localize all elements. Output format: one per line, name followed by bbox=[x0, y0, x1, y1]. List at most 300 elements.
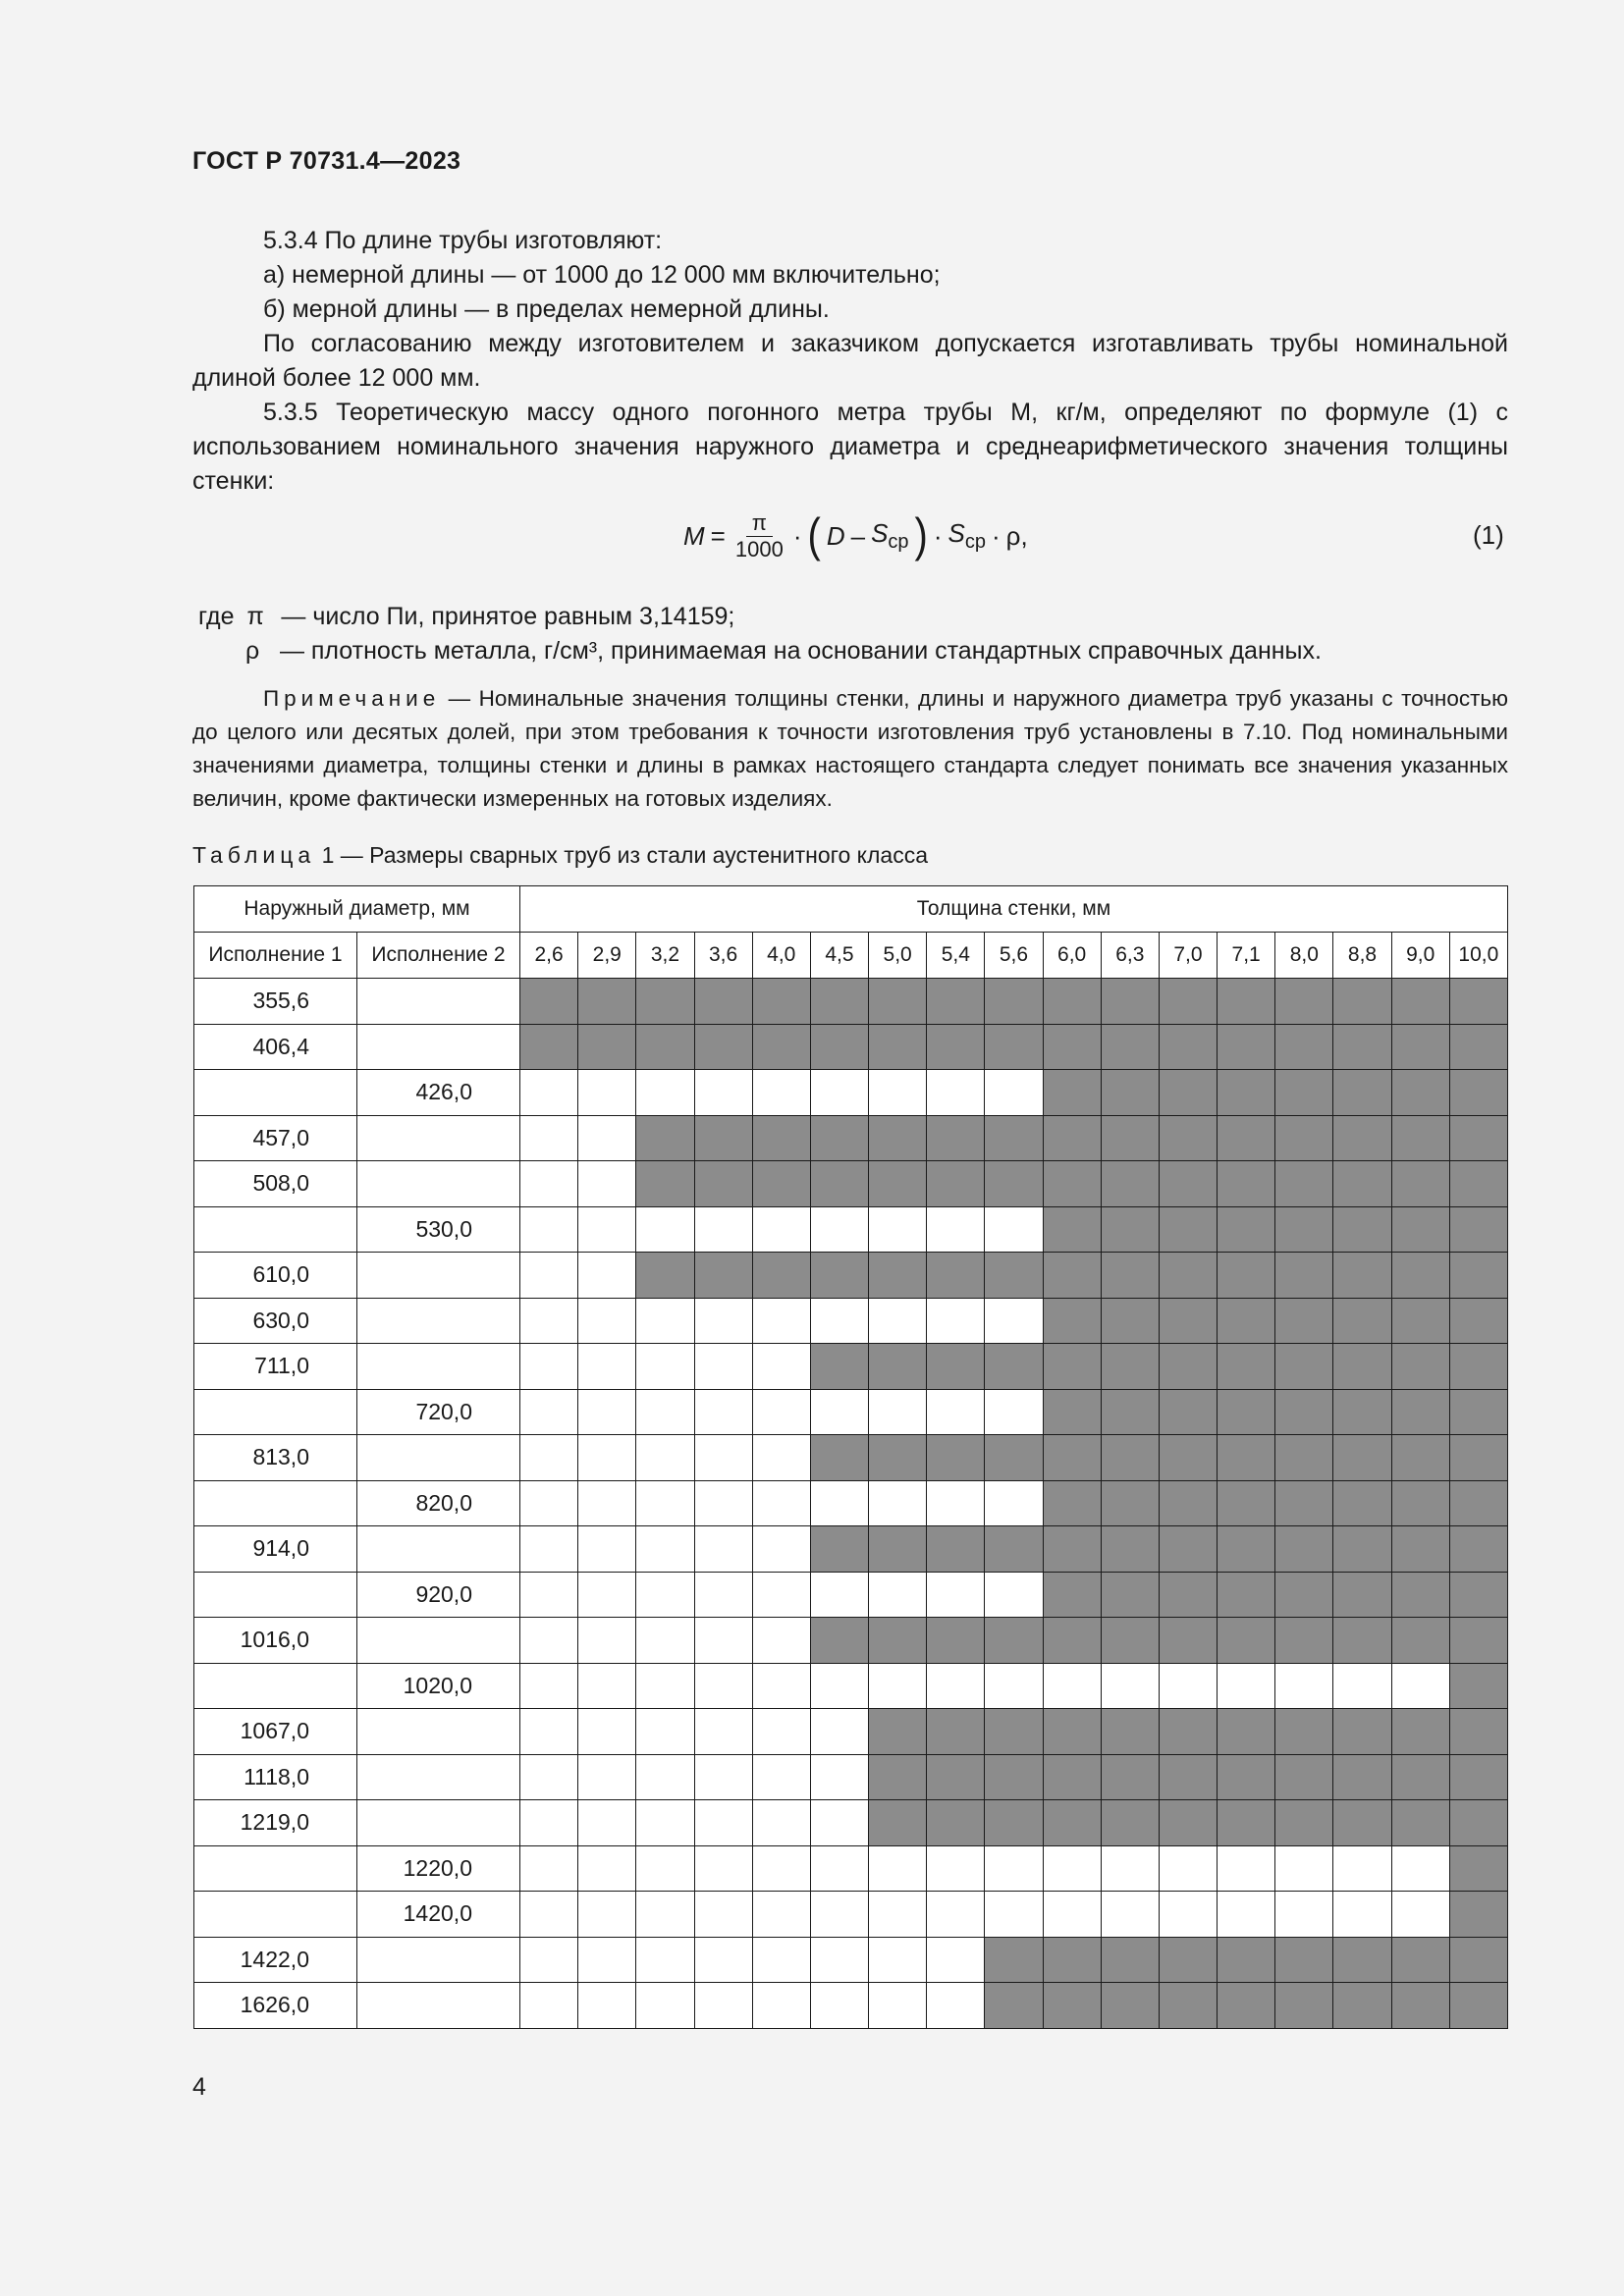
available-size-cell bbox=[869, 1435, 927, 1481]
empty-size-cell bbox=[578, 1618, 636, 1664]
diameter-version-1: 457,0 bbox=[194, 1115, 357, 1161]
available-size-cell bbox=[927, 979, 985, 1025]
document-header: ГОСТ Р 70731.4—2023 bbox=[192, 147, 461, 175]
available-size-cell bbox=[1449, 1253, 1507, 1299]
available-size-cell bbox=[985, 1024, 1043, 1070]
table-caption-text: 1 — Размеры сварных труб из стали аустенитного класса bbox=[315, 842, 928, 868]
formula-dot-2: · bbox=[933, 521, 943, 551]
empty-size-cell bbox=[927, 1572, 985, 1618]
available-size-cell bbox=[1449, 1526, 1507, 1573]
available-size-cell bbox=[520, 979, 578, 1025]
available-size-cell bbox=[1159, 1161, 1217, 1207]
empty-size-cell bbox=[752, 1800, 810, 1846]
empty-size-cell bbox=[636, 1937, 694, 1983]
empty-size-cell bbox=[694, 1892, 752, 1938]
available-size-cell bbox=[694, 1024, 752, 1070]
available-size-cell bbox=[636, 1253, 694, 1299]
empty-size-cell bbox=[578, 1344, 636, 1390]
available-size-cell bbox=[1449, 1983, 1507, 2029]
diameter-version-2: 1220,0 bbox=[357, 1845, 520, 1892]
empty-size-cell bbox=[636, 1526, 694, 1573]
table-header-row-1 bbox=[194, 886, 1508, 933]
available-size-cell bbox=[1101, 1937, 1159, 1983]
available-size-cell bbox=[1043, 1709, 1101, 1755]
empty-size-cell bbox=[810, 1572, 868, 1618]
thickness-header: 7,1 bbox=[1218, 933, 1275, 979]
empty-size-cell bbox=[1391, 1663, 1449, 1709]
empty-size-cell bbox=[752, 1298, 810, 1344]
available-size-cell bbox=[1391, 1435, 1449, 1481]
available-size-cell bbox=[1275, 1115, 1333, 1161]
diameter-version-2 bbox=[357, 1618, 520, 1664]
formula-dot-3: · bbox=[992, 521, 1001, 551]
table-row bbox=[194, 1800, 1508, 1846]
available-size-cell bbox=[1449, 1480, 1507, 1526]
available-size-cell bbox=[927, 1253, 985, 1299]
empty-size-cell bbox=[1333, 1845, 1391, 1892]
thickness-header: 5,0 bbox=[869, 933, 927, 979]
legend-rho-text: — плотность металла, г/см³, принимаемая на основании стандартных справочных данных. bbox=[279, 637, 1322, 665]
available-size-cell bbox=[927, 1024, 985, 1070]
available-size-cell bbox=[1333, 1206, 1391, 1253]
diameter-version-2: 530,0 bbox=[357, 1206, 520, 1253]
available-size-cell bbox=[1101, 1709, 1159, 1755]
available-size-cell bbox=[1391, 1024, 1449, 1070]
empty-size-cell bbox=[520, 1253, 578, 1299]
empty-size-cell bbox=[810, 1800, 868, 1846]
available-size-cell bbox=[985, 1937, 1043, 1983]
diameter-version-2 bbox=[357, 1800, 520, 1846]
available-size-cell bbox=[1449, 1892, 1507, 1938]
empty-size-cell bbox=[1159, 1845, 1217, 1892]
empty-size-cell bbox=[927, 1480, 985, 1526]
available-size-cell bbox=[1449, 1618, 1507, 1664]
available-size-cell bbox=[694, 1253, 752, 1299]
formula-minus: – bbox=[850, 521, 866, 551]
diameter-version-2: 720,0 bbox=[357, 1389, 520, 1435]
available-size-cell bbox=[752, 979, 810, 1025]
empty-size-cell bbox=[520, 1983, 578, 2029]
available-size-cell bbox=[1275, 1618, 1333, 1664]
empty-size-cell bbox=[810, 1892, 868, 1938]
available-size-cell bbox=[1449, 1161, 1507, 1207]
empty-size-cell bbox=[578, 1937, 636, 1983]
empty-size-cell bbox=[520, 1800, 578, 1846]
empty-size-cell bbox=[752, 1663, 810, 1709]
diameter-version-1: 1626,0 bbox=[194, 1983, 357, 2029]
empty-size-cell bbox=[752, 1526, 810, 1573]
empty-size-cell bbox=[810, 1845, 868, 1892]
empty-size-cell bbox=[810, 1206, 868, 1253]
empty-size-cell bbox=[1218, 1892, 1275, 1938]
diameter-version-1 bbox=[194, 1480, 357, 1526]
available-size-cell bbox=[1333, 1800, 1391, 1846]
table-row bbox=[194, 1983, 1508, 2029]
empty-size-cell bbox=[636, 1389, 694, 1435]
empty-size-cell bbox=[1043, 1845, 1101, 1892]
available-size-cell bbox=[1159, 1754, 1217, 1800]
available-size-cell bbox=[869, 1754, 927, 1800]
empty-size-cell bbox=[752, 1845, 810, 1892]
available-size-cell bbox=[1449, 1754, 1507, 1800]
available-size-cell bbox=[985, 1526, 1043, 1573]
available-size-cell bbox=[1159, 1024, 1217, 1070]
available-size-cell bbox=[1449, 979, 1507, 1025]
formula-rho: ρ, bbox=[1005, 521, 1028, 551]
empty-size-cell bbox=[520, 1070, 578, 1116]
available-size-cell bbox=[1218, 1115, 1275, 1161]
available-size-cell bbox=[1101, 979, 1159, 1025]
thickness-header: 4,0 bbox=[752, 933, 810, 979]
available-size-cell bbox=[1101, 1206, 1159, 1253]
empty-size-cell bbox=[636, 1663, 694, 1709]
formula-numerator: π bbox=[746, 510, 773, 537]
available-size-cell bbox=[1043, 1024, 1101, 1070]
diameter-version-1: 813,0 bbox=[194, 1435, 357, 1481]
available-size-cell bbox=[1218, 1298, 1275, 1344]
available-size-cell bbox=[927, 1526, 985, 1573]
table-row bbox=[194, 1435, 1508, 1481]
diameter-version-2 bbox=[357, 1344, 520, 1390]
mass-formula bbox=[683, 510, 1028, 562]
empty-size-cell bbox=[1218, 1845, 1275, 1892]
available-size-cell bbox=[1333, 1389, 1391, 1435]
available-size-cell bbox=[1275, 979, 1333, 1025]
available-size-cell bbox=[1449, 1845, 1507, 1892]
available-size-cell bbox=[1043, 1298, 1101, 1344]
empty-size-cell bbox=[694, 1845, 752, 1892]
empty-size-cell bbox=[752, 1070, 810, 1116]
available-size-cell bbox=[1333, 1298, 1391, 1344]
note-paragraph bbox=[192, 682, 1508, 816]
diameter-version-2 bbox=[357, 1253, 520, 1299]
empty-size-cell bbox=[694, 1709, 752, 1755]
available-size-cell bbox=[1275, 1024, 1333, 1070]
diameter-version-2 bbox=[357, 1937, 520, 1983]
empty-size-cell bbox=[578, 1253, 636, 1299]
diameter-version-1: 406,4 bbox=[194, 1024, 357, 1070]
available-size-cell bbox=[1043, 1983, 1101, 2029]
available-size-cell bbox=[1101, 1253, 1159, 1299]
available-size-cell bbox=[869, 1526, 927, 1573]
empty-size-cell bbox=[520, 1115, 578, 1161]
available-size-cell bbox=[869, 1344, 927, 1390]
available-size-cell bbox=[1449, 1709, 1507, 1755]
available-size-cell bbox=[927, 1754, 985, 1800]
available-size-cell bbox=[1391, 1800, 1449, 1846]
diameter-version-2: 426,0 bbox=[357, 1070, 520, 1116]
empty-size-cell bbox=[810, 1983, 868, 2029]
available-size-cell bbox=[1391, 1206, 1449, 1253]
thickness-header: 8,0 bbox=[1275, 933, 1333, 979]
agreement-paragraph: По согласованию между изготовителем и заказчиком допускается изготавливать трубы номинальной длиной более 12 000 мм. bbox=[192, 330, 1508, 392]
diameter-version-2: 1420,0 bbox=[357, 1892, 520, 1938]
available-size-cell bbox=[752, 1024, 810, 1070]
available-size-cell bbox=[927, 1618, 985, 1664]
available-size-cell bbox=[1043, 1480, 1101, 1526]
available-size-cell bbox=[869, 1024, 927, 1070]
empty-size-cell bbox=[694, 1389, 752, 1435]
empty-size-cell bbox=[869, 1572, 927, 1618]
empty-size-cell bbox=[810, 1070, 868, 1116]
empty-size-cell bbox=[752, 1983, 810, 2029]
empty-size-cell bbox=[636, 1298, 694, 1344]
available-size-cell bbox=[1449, 1115, 1507, 1161]
legend-pi bbox=[198, 600, 734, 634]
empty-size-cell bbox=[927, 1937, 985, 1983]
table-row bbox=[194, 1070, 1508, 1116]
available-size-cell bbox=[1043, 1389, 1101, 1435]
available-size-cell bbox=[1333, 1526, 1391, 1573]
diameter-version-1: 355,6 bbox=[194, 979, 357, 1025]
diameter-version-1: 630,0 bbox=[194, 1298, 357, 1344]
available-size-cell bbox=[1275, 1709, 1333, 1755]
table-row bbox=[194, 1344, 1508, 1390]
available-size-cell bbox=[1333, 1435, 1391, 1481]
available-size-cell bbox=[1101, 1480, 1159, 1526]
available-size-cell bbox=[1218, 1709, 1275, 1755]
table-row bbox=[194, 1618, 1508, 1664]
empty-size-cell bbox=[1101, 1892, 1159, 1938]
empty-size-cell bbox=[578, 1161, 636, 1207]
diameter-version-1: 914,0 bbox=[194, 1526, 357, 1573]
available-size-cell bbox=[1101, 1435, 1159, 1481]
thickness-header: 5,4 bbox=[927, 933, 985, 979]
available-size-cell bbox=[1391, 979, 1449, 1025]
table-row bbox=[194, 1709, 1508, 1755]
available-size-cell bbox=[1218, 1754, 1275, 1800]
empty-size-cell bbox=[752, 1618, 810, 1664]
table-row bbox=[194, 1389, 1508, 1435]
available-size-cell bbox=[1218, 1344, 1275, 1390]
table-row bbox=[194, 1115, 1508, 1161]
empty-size-cell bbox=[520, 1435, 578, 1481]
empty-size-cell bbox=[1275, 1845, 1333, 1892]
diameter-version-2 bbox=[357, 1161, 520, 1207]
empty-size-cell bbox=[520, 1845, 578, 1892]
thickness-header: 7,0 bbox=[1159, 933, 1217, 979]
empty-size-cell bbox=[578, 1070, 636, 1116]
available-size-cell bbox=[1275, 1298, 1333, 1344]
available-size-cell bbox=[1391, 1526, 1449, 1573]
formula-denominator: 1000 bbox=[734, 537, 784, 561]
empty-size-cell bbox=[694, 1572, 752, 1618]
empty-size-cell bbox=[694, 1526, 752, 1573]
table-row bbox=[194, 1206, 1508, 1253]
available-size-cell bbox=[752, 1161, 810, 1207]
empty-size-cell bbox=[927, 1892, 985, 1938]
table-row bbox=[194, 1480, 1508, 1526]
available-size-cell bbox=[1159, 979, 1217, 1025]
available-size-cell bbox=[1218, 1572, 1275, 1618]
empty-size-cell bbox=[636, 1344, 694, 1390]
available-size-cell bbox=[1333, 1480, 1391, 1526]
empty-size-cell bbox=[636, 1983, 694, 2029]
available-size-cell bbox=[636, 1024, 694, 1070]
available-size-cell bbox=[1159, 1937, 1217, 1983]
empty-size-cell bbox=[1391, 1845, 1449, 1892]
available-size-cell bbox=[1333, 1937, 1391, 1983]
available-size-cell bbox=[520, 1024, 578, 1070]
formula-fraction bbox=[735, 510, 784, 562]
empty-size-cell bbox=[578, 1754, 636, 1800]
wall-thickness-header: Толщина стенки, мм bbox=[520, 886, 1508, 933]
empty-size-cell bbox=[694, 1344, 752, 1390]
diameter-version-1: 610,0 bbox=[194, 1253, 357, 1299]
empty-size-cell bbox=[985, 1480, 1043, 1526]
thickness-header: 10,0 bbox=[1449, 933, 1507, 979]
empty-size-cell bbox=[578, 1435, 636, 1481]
available-size-cell bbox=[1275, 1526, 1333, 1573]
diameter-version-1 bbox=[194, 1892, 357, 1938]
diameter-version-2: 920,0 bbox=[357, 1572, 520, 1618]
empty-size-cell bbox=[927, 1298, 985, 1344]
table-header-row-2 bbox=[194, 933, 1508, 979]
empty-size-cell bbox=[520, 1754, 578, 1800]
empty-size-cell bbox=[694, 1070, 752, 1116]
empty-size-cell bbox=[520, 1344, 578, 1390]
available-size-cell bbox=[1391, 1983, 1449, 2029]
empty-size-cell bbox=[810, 1389, 868, 1435]
available-size-cell bbox=[1333, 1161, 1391, 1207]
empty-size-cell bbox=[694, 1754, 752, 1800]
section-5-3-4 bbox=[192, 224, 1508, 499]
available-size-cell bbox=[1275, 1983, 1333, 2029]
empty-size-cell bbox=[636, 1800, 694, 1846]
empty-size-cell bbox=[520, 1389, 578, 1435]
available-size-cell bbox=[578, 979, 636, 1025]
available-size-cell bbox=[810, 1526, 868, 1573]
table-caption-label: Таблица bbox=[192, 842, 316, 868]
thickness-header: 6,3 bbox=[1101, 933, 1159, 979]
available-size-cell bbox=[1333, 1253, 1391, 1299]
list-item-b: б) мерной длины — в пределах немерной длины. bbox=[263, 295, 830, 323]
diameter-version-1 bbox=[194, 1070, 357, 1116]
available-size-cell bbox=[1101, 1070, 1159, 1116]
available-size-cell bbox=[1043, 1070, 1101, 1116]
available-size-cell bbox=[985, 979, 1043, 1025]
diameter-version-1 bbox=[194, 1572, 357, 1618]
diameter-version-2 bbox=[357, 1754, 520, 1800]
empty-size-cell bbox=[636, 1845, 694, 1892]
available-size-cell bbox=[985, 1709, 1043, 1755]
available-size-cell bbox=[927, 1161, 985, 1207]
empty-size-cell bbox=[869, 1663, 927, 1709]
available-size-cell bbox=[1043, 1800, 1101, 1846]
available-size-cell bbox=[1043, 1206, 1101, 1253]
available-size-cell bbox=[636, 1161, 694, 1207]
available-size-cell bbox=[985, 1161, 1043, 1207]
available-size-cell bbox=[1333, 1024, 1391, 1070]
available-size-cell bbox=[1159, 1115, 1217, 1161]
available-size-cell bbox=[1218, 1618, 1275, 1664]
empty-size-cell bbox=[752, 1389, 810, 1435]
empty-size-cell bbox=[752, 1344, 810, 1390]
formula-dot-1: · bbox=[792, 521, 802, 551]
formula-s-2: $S_{ср}$ bbox=[947, 518, 986, 554]
empty-size-cell bbox=[636, 1480, 694, 1526]
available-size-cell bbox=[1101, 1983, 1159, 2029]
available-size-cell bbox=[1275, 1206, 1333, 1253]
empty-size-cell bbox=[578, 1572, 636, 1618]
diameter-version-1 bbox=[194, 1663, 357, 1709]
available-size-cell bbox=[1159, 1709, 1217, 1755]
empty-size-cell bbox=[1043, 1663, 1101, 1709]
empty-size-cell bbox=[636, 1206, 694, 1253]
available-size-cell bbox=[1159, 1435, 1217, 1481]
diameter-version-1: 508,0 bbox=[194, 1161, 357, 1207]
empty-size-cell bbox=[636, 1435, 694, 1481]
available-size-cell bbox=[1218, 1206, 1275, 1253]
available-size-cell bbox=[1449, 1663, 1507, 1709]
thickness-header: 4,5 bbox=[810, 933, 868, 979]
table-row bbox=[194, 1253, 1508, 1299]
available-size-cell bbox=[1333, 1618, 1391, 1664]
empty-size-cell bbox=[752, 1754, 810, 1800]
empty-size-cell bbox=[752, 1709, 810, 1755]
empty-size-cell bbox=[927, 1206, 985, 1253]
empty-size-cell bbox=[985, 1070, 1043, 1116]
diameter-version-1: 1219,0 bbox=[194, 1800, 357, 1846]
available-size-cell bbox=[1159, 1070, 1217, 1116]
available-size-cell bbox=[1333, 1709, 1391, 1755]
empty-size-cell bbox=[578, 1892, 636, 1938]
available-size-cell bbox=[985, 1983, 1043, 2029]
section-5-3-4-intro: 5.3.4 По длине трубы изготовляют: bbox=[263, 227, 663, 254]
empty-size-cell bbox=[1043, 1892, 1101, 1938]
available-size-cell bbox=[1218, 979, 1275, 1025]
empty-size-cell bbox=[869, 1070, 927, 1116]
empty-size-cell bbox=[520, 1298, 578, 1344]
table-row bbox=[194, 1161, 1508, 1207]
diameter-version-2 bbox=[357, 979, 520, 1025]
available-size-cell bbox=[1449, 1298, 1507, 1344]
available-size-cell bbox=[1218, 1253, 1275, 1299]
available-size-cell bbox=[1218, 1983, 1275, 2029]
empty-size-cell bbox=[927, 1983, 985, 2029]
available-size-cell bbox=[869, 1253, 927, 1299]
empty-size-cell bbox=[1333, 1892, 1391, 1938]
empty-size-cell bbox=[869, 1892, 927, 1938]
available-size-cell bbox=[1101, 1344, 1159, 1390]
empty-size-cell bbox=[1101, 1845, 1159, 1892]
empty-size-cell bbox=[694, 1480, 752, 1526]
thickness-header: 9,0 bbox=[1391, 933, 1449, 979]
available-size-cell bbox=[1275, 1344, 1333, 1390]
formula-d: D bbox=[826, 521, 845, 551]
available-size-cell bbox=[1449, 1206, 1507, 1253]
table-row bbox=[194, 1892, 1508, 1938]
available-size-cell bbox=[1275, 1937, 1333, 1983]
available-size-cell bbox=[1391, 1480, 1449, 1526]
empty-size-cell bbox=[1218, 1663, 1275, 1709]
empty-size-cell bbox=[578, 1480, 636, 1526]
empty-size-cell bbox=[694, 1298, 752, 1344]
empty-size-cell bbox=[694, 1435, 752, 1481]
available-size-cell bbox=[1449, 1435, 1507, 1481]
available-size-cell bbox=[1159, 1206, 1217, 1253]
note-label: Примечание bbox=[263, 686, 441, 711]
available-size-cell bbox=[1333, 1572, 1391, 1618]
available-size-cell bbox=[810, 1161, 868, 1207]
available-size-cell bbox=[1101, 1526, 1159, 1573]
available-size-cell bbox=[927, 1709, 985, 1755]
available-size-cell bbox=[1333, 1983, 1391, 2029]
available-size-cell bbox=[1391, 1253, 1449, 1299]
empty-size-cell bbox=[1159, 1663, 1217, 1709]
empty-size-cell bbox=[578, 1526, 636, 1573]
thickness-header: 3,6 bbox=[694, 933, 752, 979]
